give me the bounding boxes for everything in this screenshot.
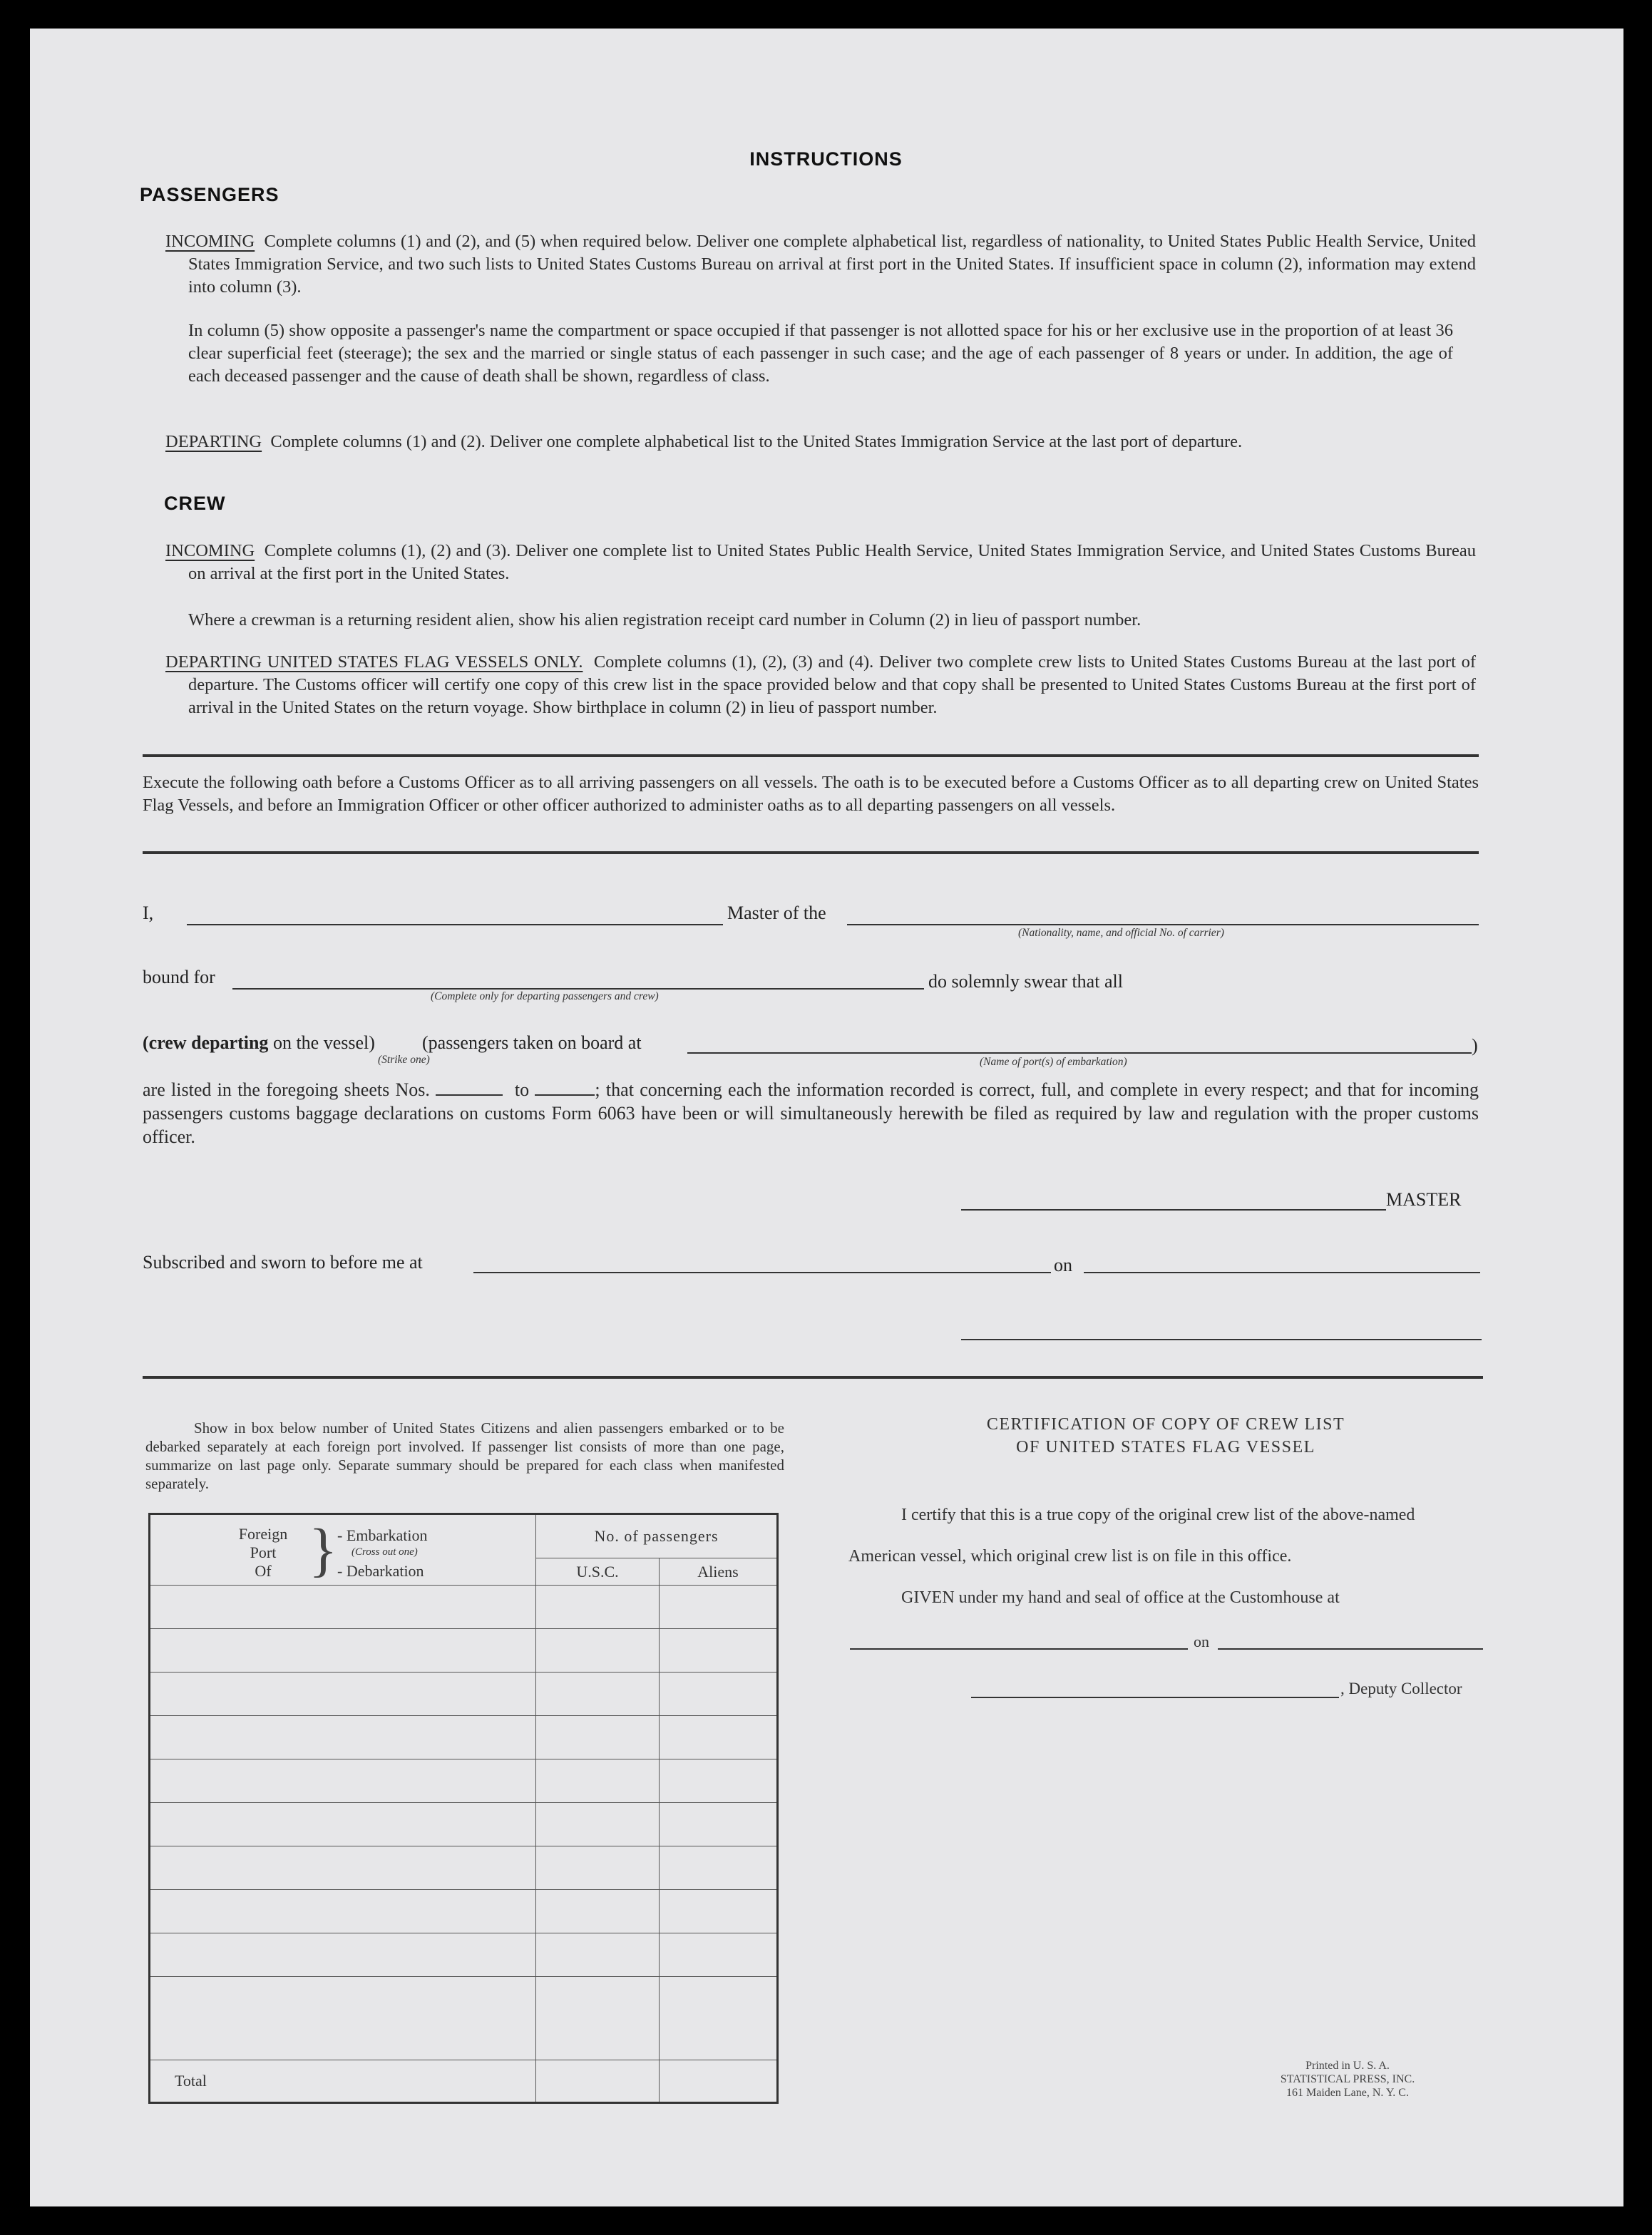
deputy-collector-label: , Deputy Collector: [1340, 1680, 1462, 1697]
port-cell[interactable]: [150, 1890, 536, 1933]
passengers-incoming-paragraph: [165, 230, 1476, 299]
passengers-departing-paragraph: [165, 431, 1476, 453]
aliens-cell[interactable]: [660, 1586, 778, 1629]
bound-for-label: bound for: [143, 967, 215, 987]
execute-oath-paragraph: Execute the following oath before a Customs Officer as to all arriving passengers on all vessels. The oath is to be executed before a Customs Officer as to all departing crew on United States Flag Vessels, and before an Immigration Officer or other officer authorized to administer oaths as to all departing passengers on all vessels.: [143, 773, 1479, 815]
sheet-to-field[interactable]: [535, 1094, 595, 1096]
subscribed-label: Subscribed and sworn to before me at: [143, 1252, 423, 1273]
crew-incoming-paragraph: [165, 540, 1476, 585]
port-header-of: Of: [255, 1562, 272, 1580]
crew-departing-option[interactable]: (crew departing: [143, 1032, 269, 1053]
customhouse-line[interactable]: [850, 1648, 1188, 1650]
master-signature-line[interactable]: [961, 1209, 1386, 1211]
usc-cell[interactable]: [536, 1673, 660, 1716]
aliens-cell[interactable]: [660, 1977, 778, 2060]
certify-line2: American vessel, which original crew list is on file in this office.: [848, 1547, 1292, 1566]
brace-icon: }: [309, 1517, 338, 1583]
certification-title-line2: OF UNITED STATES FLAG VESSEL: [1016, 1438, 1315, 1456]
certification-title: [834, 1413, 1497, 1459]
usc-total-cell[interactable]: [536, 2060, 660, 2103]
aliens-cell[interactable]: [660, 1716, 778, 1759]
listed-sheets-to: to: [514, 1079, 530, 1100]
aliens-cell[interactable]: [660, 1933, 778, 1977]
certify-line1: I certify that this is a true copy of the original crew list of the above-named: [901, 1506, 1415, 1524]
port-header-cell: [150, 1514, 536, 1586]
no-passengers-header: No. of passengers: [536, 1514, 778, 1558]
listed-sheets-pre: are listed in the foregoing sheets Nos.: [143, 1079, 430, 1100]
port-cell[interactable]: [150, 1933, 536, 1977]
section-divider: [143, 1376, 1483, 1379]
bound-for-line[interactable]: [232, 988, 924, 990]
passengers-incoming-text: Complete columns (1) and (2), and (5) when required below. Deliver one complete alphabetical list, regardless of nationality, to United States Public Health Service, United States Immigration Service, and two such lists to United States Customs Bureau on arrival at first port in the United States. If insufficient space in column (2), information may extend into column (3).: [188, 232, 1477, 297]
summary-instructions: Show in box below number of United States Citizens and alien passengers embarked or to be debarked separately at each foreign port involved. If passenger list consists of more than one page, summarize on last page only. Separate summary should be prepared for each class when manifested separately.: [145, 1419, 784, 1492]
sheet-from-field[interactable]: [436, 1094, 503, 1096]
total-label: Total: [150, 2060, 536, 2103]
aliens-cell[interactable]: [660, 1803, 778, 1846]
aliens-cell[interactable]: [660, 1673, 778, 1716]
aliens-cell[interactable]: [660, 1629, 778, 1673]
close-paren: ): [1472, 1035, 1478, 1056]
passengers-column5-paragraph: In column (5) show opposite a passenger's name the compartment or space occupied if that passenger is not allotted space for his or her exclusive use in the proportion of at least 36 clear superficial feet (steerage); the sex and the married or single status of each passenger in such case; and the age of each passenger of 8 years or under. In addition, the age of each deceased passenger and the cause of death shall be shown, regardless of class.: [188, 321, 1453, 386]
strike-note: (Strike one): [378, 1054, 430, 1066]
aliens-cell[interactable]: [660, 1759, 778, 1803]
certification-title-line1: CERTIFICATION OF COPY OF CREW LIST: [986, 1415, 1345, 1434]
carrier-line[interactable]: [847, 924, 1479, 925]
printer-imprint: [1241, 2059, 1455, 2100]
usc-header: U.S.C.: [536, 1558, 660, 1586]
crew-incoming-text: Complete columns (1), (2) and (3). Deliver one complete list to United States Public Health Service, United States Immigration Service, and United States Customs Bureau on arrival at the first port in the United States.: [188, 541, 1476, 583]
passengers-heading: PASSENGERS: [140, 184, 279, 205]
port-cell[interactable]: [150, 1586, 536, 1629]
aliens-cell[interactable]: [660, 1846, 778, 1890]
sworn-place-line[interactable]: [473, 1272, 1051, 1273]
port-cell[interactable]: [150, 1716, 536, 1759]
section-divider: [143, 754, 1479, 757]
usc-cell[interactable]: [536, 1977, 660, 2060]
usc-cell[interactable]: [536, 1890, 660, 1933]
bound-for-note: (Complete only for departing passengers and crew): [431, 990, 659, 1002]
printer-line2: STATISTICAL PRESS, INC.: [1280, 2073, 1415, 2085]
usc-cell[interactable]: [536, 1759, 660, 1803]
passengers-taken-option[interactable]: (passengers taken on board at: [422, 1032, 642, 1053]
port-cell[interactable]: [150, 1977, 536, 2060]
crew-heading: CREW: [164, 493, 226, 514]
usc-cell[interactable]: [536, 1803, 660, 1846]
carrier-note: (Nationality, name, and official No. of carrier): [1018, 927, 1224, 939]
master-name-line[interactable]: [187, 924, 723, 925]
aliens-cell[interactable]: [660, 1890, 778, 1933]
listed-sheets-post: ; that concerning each the information recorded is correct, full, and complete in every respect; and that for incoming passengers customs baggage declarations on customs Form 6063 have been or will simultaneously herewith be filed as required by law and regulation with the proper customs officer.: [143, 1079, 1479, 1147]
section-divider: [143, 851, 1479, 854]
given-text: GIVEN under my hand and seal of office at the Customhouse at: [901, 1588, 1340, 1607]
passengers-departing-text: Complete columns (1) and (2). Deliver one complete alphabetical list to the United States Immigration Service at the last port of departure.: [270, 432, 1243, 451]
crew-incoming-label: INCOMING: [165, 541, 255, 560]
embarkation-note: (Name of port(s) of embarkation): [980, 1056, 1127, 1068]
usc-cell[interactable]: [536, 1716, 660, 1759]
passengers-incoming-label: INCOMING: [165, 232, 255, 251]
swear-label: do solemnly swear that all: [928, 971, 1123, 992]
port-cell[interactable]: [150, 1846, 536, 1890]
master-label: MASTER: [1386, 1189, 1462, 1210]
printer-line3: 161 Maiden Lane, N. Y. C.: [1286, 2087, 1409, 2099]
embarkation-port-line[interactable]: [687, 1052, 1472, 1054]
crew-departing-text: Complete columns (1), (2), (3) and (4). Deliver two complete crew lists to United States Customs Bureau at the last port of departure. The Customs officer will certify one copy of this crew list in the space provided below and that copy shall be presented to United States Customs Bureau at the first port of arrival in the United States on the return voyage. Show birthplace in column (2) in lieu of passport number.: [188, 652, 1476, 717]
cert-on-label: on: [1194, 1633, 1209, 1650]
passengers-departing-label: DEPARTING: [165, 432, 262, 451]
cert-date-line[interactable]: [1218, 1648, 1483, 1650]
usc-cell[interactable]: [536, 1846, 660, 1890]
instructions-title: INSTRUCTIONS: [749, 148, 903, 170]
sworn-date-line[interactable]: [1084, 1272, 1480, 1273]
crew-resident-paragraph: Where a crewman is a returning resident alien, show his alien registration receipt card number in Column (2) in lieu of passport number.: [188, 610, 1141, 630]
usc-cell[interactable]: [536, 1933, 660, 1977]
deputy-signature-line[interactable]: [971, 1697, 1339, 1698]
aliens-total-cell[interactable]: [660, 2060, 778, 2103]
crew-departing-paragraph: [165, 651, 1476, 719]
usc-cell[interactable]: [536, 1629, 660, 1673]
passenger-summary-table: [148, 1513, 779, 2104]
cross-out-note: (Cross out one): [352, 1546, 418, 1558]
on-vessel-label: on the vessel): [272, 1032, 375, 1053]
embarkation-option[interactable]: - Embarkation: [337, 1526, 428, 1544]
i-label: I,: [143, 903, 154, 923]
officer-signature-line[interactable]: [961, 1339, 1482, 1340]
port-cell[interactable]: [150, 1673, 536, 1716]
aliens-header: Aliens: [660, 1558, 778, 1586]
crew-departing-label: DEPARTING UNITED STATES FLAG VESSELS ONLY.: [165, 652, 583, 672]
port-header-port: Port: [250, 1543, 277, 1561]
port-cell[interactable]: [150, 1803, 536, 1846]
master-of-label: Master of the: [727, 903, 826, 923]
usc-cell[interactable]: [536, 1586, 660, 1629]
port-cell[interactable]: [150, 1759, 536, 1803]
debarkation-option[interactable]: - Debarkation: [337, 1562, 424, 1580]
crew-departing-vessel: [143, 1032, 375, 1054]
sworn-on-label: on: [1054, 1255, 1072, 1275]
port-header-foreign: Foreign: [238, 1525, 288, 1543]
port-cell[interactable]: [150, 1629, 536, 1673]
printer-line1: Printed in U. S. A.: [1305, 2060, 1390, 2072]
listed-sheets-paragraph: [143, 1078, 1479, 1149]
